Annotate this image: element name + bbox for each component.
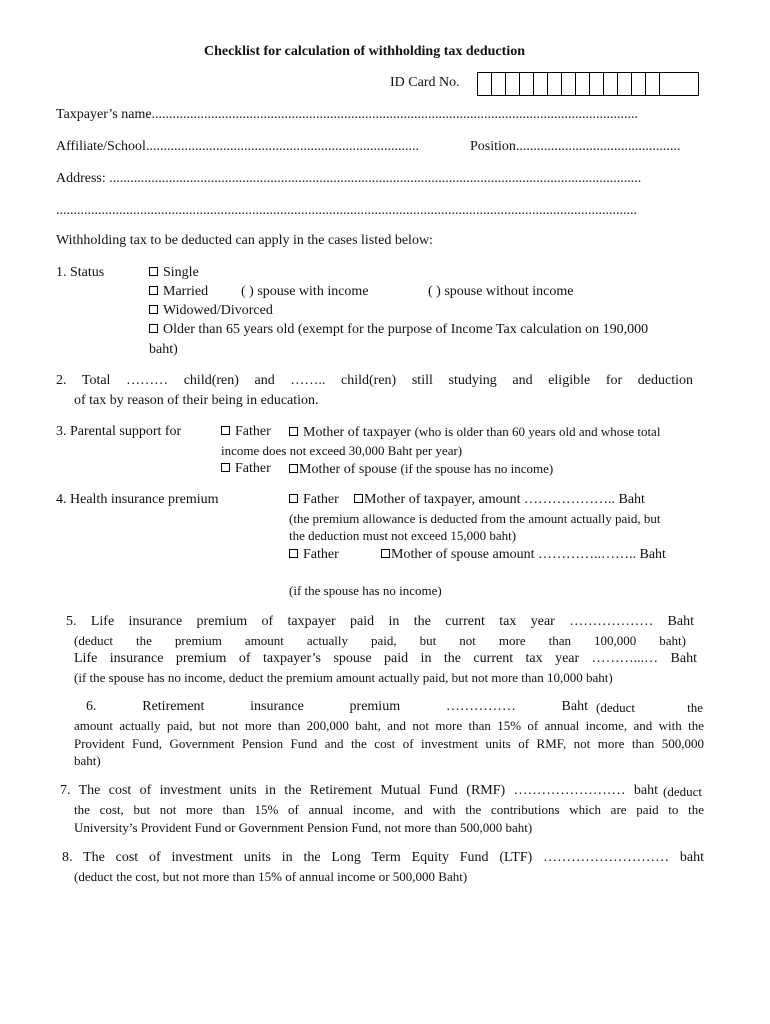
address-field[interactable]: Address: ........................................................................................................................................................ — [56, 171, 642, 186]
life-line-4: (if the spouse has no income, deduct the premium amount actually paid, but not more than 10,000 baht) — [74, 670, 613, 685]
spouse-with-income-option[interactable]: ( ) spouse with income — [241, 284, 369, 299]
checkbox-icon[interactable] — [149, 305, 158, 314]
checkbox-icon[interactable] — [381, 549, 390, 558]
health-note-2: the deduction must not exceed 15,000 baht) — [289, 528, 517, 543]
parental-mother-taxpayer[interactable]: Mother of taxpayer (who is older than 60 years old and whose total — [289, 424, 660, 441]
spouse-without-income-option[interactable]: ( ) spouse without income — [428, 284, 574, 299]
status-widowed[interactable]: Widowed/Divorced — [149, 303, 273, 319]
rmf-line-1: 7. The cost of investment units in the Retirement Mutual Fund (RMF) …………………… baht — [60, 783, 658, 798]
ltf-line-1: 8. The cost of investment units in the Long Term Equity Fund (LTF) ……………………… baht — [62, 850, 704, 865]
checkbox-icon[interactable] — [149, 286, 158, 295]
parental-father[interactable]: Father — [221, 424, 271, 440]
health-father-2[interactable]: Father — [289, 547, 339, 563]
affiliate-field[interactable]: Affiliate/School.............................................................................. — [56, 139, 419, 154]
parental-note: income does not exceed 30,000 Baht per year) — [221, 443, 463, 458]
retirement-line-2: amount actually paid, but not more than 200,000 baht, and not more than 15% of annual income, and with the — [74, 718, 704, 733]
address-cont-field[interactable]: ...................................................................................................................................................................... — [56, 203, 637, 218]
status-older[interactable]: Older than 65 years old (exempt for the purpose of Income Tax calculation on 190,000 — [149, 322, 648, 338]
checkbox-icon[interactable] — [289, 427, 298, 436]
checkbox-icon[interactable] — [289, 464, 298, 473]
rmf-line-1-note: (deduct — [663, 784, 702, 799]
retirement-line-4: baht) — [74, 753, 101, 768]
status-single[interactable]: Single — [149, 265, 199, 281]
retirement-line-1: 6. Retirement insurance premium …………… Baht — [86, 699, 588, 714]
checkbox-icon[interactable] — [221, 426, 230, 435]
health-label: 4. Health insurance premium — [56, 492, 219, 507]
id-card-input[interactable] — [477, 72, 699, 96]
children-line-2: of tax by reason of their being in education. — [74, 393, 319, 408]
health-father[interactable]: Father — [289, 492, 339, 508]
rmf-line-2: the cost, but not more than 15% of annual income, and with the contributions which are paid to the — [74, 802, 704, 817]
checkbox-icon[interactable] — [289, 549, 298, 558]
rmf-line-3: University’s Provident Fund or Government Pension Fund, not more than 500,000 baht) — [74, 820, 533, 835]
ltf-line-2: (deduct the cost, but not more than 15% of annual income or 500,000 Baht) — [74, 869, 468, 884]
retirement-line-1-note: (deduct the — [596, 700, 703, 715]
status-married[interactable]: Married — [149, 284, 208, 300]
life-line-3: Life insurance premium of taxpayer’s spouse paid in the current tax year ………...… Baht — [74, 651, 697, 666]
children-line: 2. Total ……… child(ren) and …….. child(ren) still studying and eligible for deduction — [56, 373, 693, 388]
health-mother-taxpayer[interactable]: Mother of taxpayer, amount ……………….. Baht — [354, 492, 645, 508]
checkbox-icon[interactable] — [354, 494, 363, 503]
status-label: 1. Status — [56, 265, 105, 280]
taxpayer-name-field[interactable]: Taxpayer’s name........................................................................................................................................... — [56, 107, 639, 122]
checkbox-icon[interactable] — [149, 324, 158, 333]
parental-father-2[interactable]: Father — [221, 461, 271, 477]
retirement-line-3: Provident Fund, Government Pension Fund and the cost of investment units of RMF, not more than 500,000 — [74, 736, 704, 751]
checkbox-icon[interactable] — [289, 494, 298, 503]
page-title: Checklist for calculation of withholding tax deduction — [204, 44, 525, 59]
status-older-cont: baht) — [149, 342, 178, 357]
life-line-1: 5. Life insurance premium of taxpayer paid in the current tax year ……………… Baht — [66, 614, 694, 629]
life-line-2: (deduct the premium amount actually paid, but not more than 100,000 baht) — [74, 633, 686, 648]
parental-label: 3. Parental support for — [56, 424, 182, 439]
id-card-label: ID Card No. — [390, 75, 460, 90]
checkbox-icon[interactable] — [221, 463, 230, 472]
health-spouse-note: (if the spouse has no income) — [289, 583, 442, 598]
position-field[interactable]: Position............................................... — [470, 139, 681, 154]
health-mother-spouse[interactable]: Mother of spouse amount …………..…….. Baht — [381, 547, 666, 563]
parental-mother-spouse[interactable]: Mother of spouse (if the spouse has no income) — [289, 461, 553, 478]
health-note-1: (the premium allowance is deducted from the amount actually paid, but — [289, 511, 661, 526]
checkbox-icon[interactable] — [149, 267, 158, 276]
intro-text: Withholding tax to be deducted can apply in the cases listed below: — [56, 233, 433, 248]
